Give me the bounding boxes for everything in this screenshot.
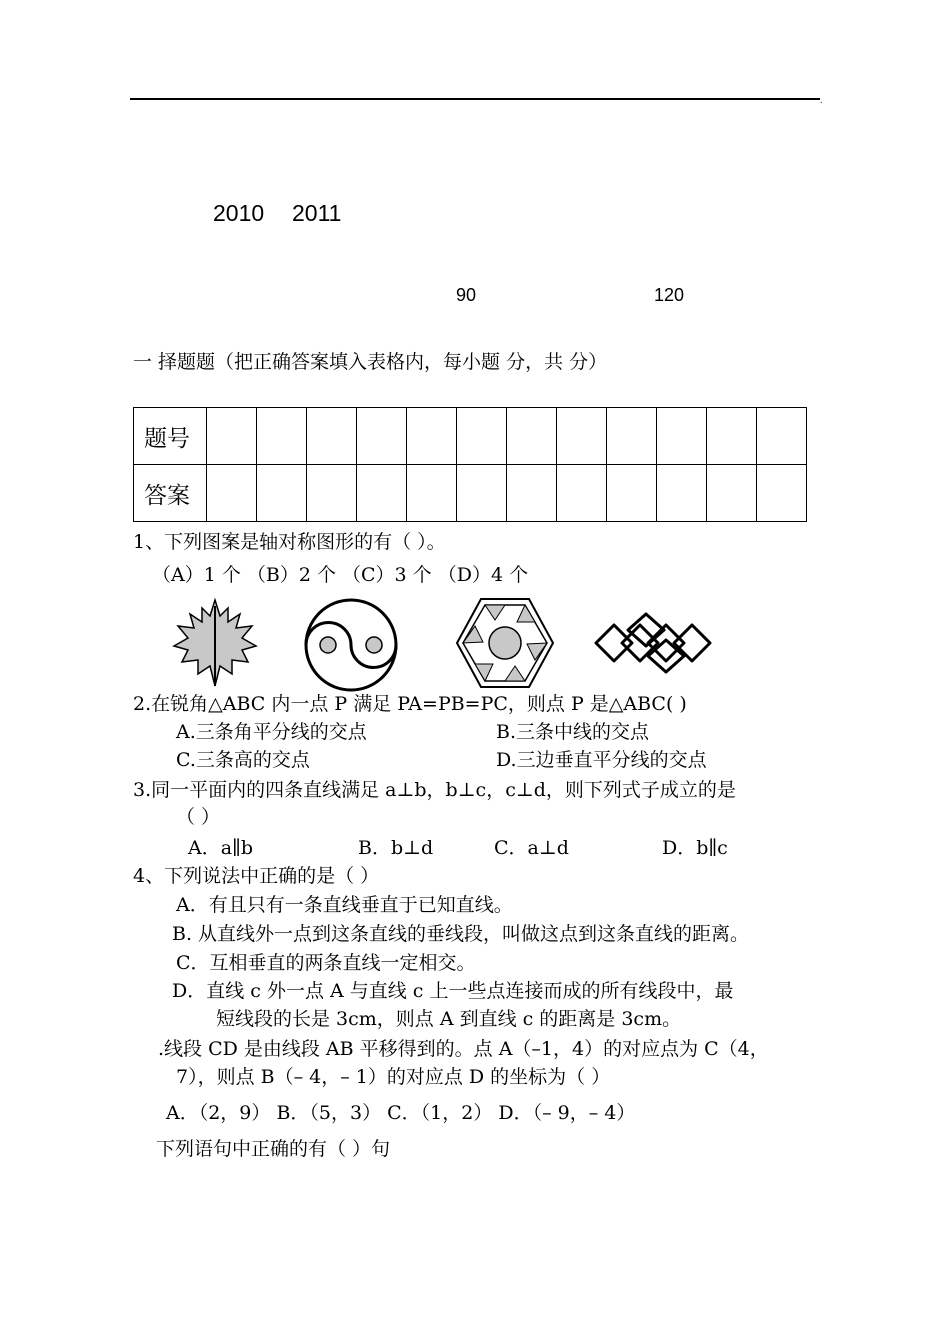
answer-cell[interactable] (257, 465, 307, 522)
row-label-number: 题号 (134, 408, 207, 465)
q3-option-a: A．a∥b (188, 837, 253, 859)
exam-score: 120 (654, 285, 685, 305)
answer-cell[interactable] (507, 465, 557, 522)
q4-stem: 4、下列说法中正确的是（ ） (133, 865, 380, 887)
answer-cell[interactable] (457, 465, 507, 522)
table-row (134, 408, 807, 465)
q4-option-d-line1: D．直线 c 外一点 A 与直线 c 上一些点连接而成的所有线段中，最 (172, 980, 734, 1002)
q5-stem-line2: 7），则点 B（– 4，– 1）的对应点 D 的坐标为（ ） (176, 1066, 611, 1088)
table-row (134, 465, 807, 522)
exam-time: 90 (456, 285, 477, 305)
maple-leaf-icon (170, 598, 260, 688)
q4-option-a: A．有且只有一条直线垂直于已知直线。 (176, 894, 513, 916)
year-right: 2011 (292, 200, 342, 226)
q3-paren: （ ） (176, 806, 221, 828)
header-dot: . (820, 96, 823, 105)
q3-option-d: D．b∥c (662, 837, 728, 859)
answer-cell[interactable] (507, 408, 557, 465)
q2-stem: 2.在锐角△ABC 内一点 P 满足 PA=PB=PC，则点 P 是△ABC( ) (133, 693, 687, 715)
q2-option-c: C.三条高的交点 (176, 749, 310, 771)
answer-cell[interactable] (707, 465, 757, 522)
q4-option-d-line2: 短线段的长是 3cm，则点 A 到直线 c 的距离是 3cm。 (216, 1008, 682, 1030)
answer-cell[interactable] (257, 408, 307, 465)
answer-table (133, 407, 807, 522)
q2-option-a: A.三条角平分线的交点 (176, 721, 367, 743)
q6-stem: 下列语句中正确的有（ ）句 (156, 1138, 391, 1160)
q2-option-d: D.三边垂直平分线的交点 (496, 749, 707, 771)
q4-option-c: C．互相垂直的两条直线一定相交。 (176, 952, 476, 974)
answer-cell[interactable] (407, 465, 457, 522)
section-title: 一 择题题（把正确答案填入表格内，每小题 分，共 分） (133, 351, 608, 373)
q5-options: A．（2，9） B．（5，3） C．（1，2） D．（– 9，– 4） (166, 1102, 636, 1124)
q3-option-c: C．a⊥d (494, 837, 569, 859)
q1-stem: 1、下列图案是轴对称图形的有（ ）。 (133, 531, 446, 553)
answer-cell[interactable] (357, 408, 407, 465)
q4-option-b: B. 从直线外一点到这条直线的垂线段，叫做这点到这条直线的距离。 (172, 923, 750, 945)
answer-cell[interactable] (657, 408, 707, 465)
answer-cell[interactable] (607, 465, 657, 522)
q2-option-b: B.三条中线的交点 (496, 721, 650, 743)
answer-cell[interactable] (307, 408, 357, 465)
answer-cell[interactable] (757, 465, 807, 522)
header-rule (130, 98, 820, 100)
answer-cell[interactable] (607, 408, 657, 465)
answer-cell[interactable] (457, 408, 507, 465)
q1-options: （A）1 个 （B）2 个 （C）3 个 （D）4 个 (152, 564, 529, 586)
answer-cell[interactable] (557, 465, 607, 522)
answer-cell[interactable] (207, 465, 257, 522)
answer-cell[interactable] (407, 408, 457, 465)
answer-cell[interactable] (557, 408, 607, 465)
q5-stem-line1: .线段 CD 是由线段 AB 平移得到的。点 A（–1，4）的对应点为 C（4， (158, 1038, 769, 1060)
hexagon-pinwheel-icon (455, 596, 555, 690)
answer-cell[interactable] (757, 408, 807, 465)
answer-cell[interactable] (657, 465, 707, 522)
answer-cell[interactable] (307, 465, 357, 522)
year-left: 2010 (213, 200, 265, 226)
answer-cell[interactable] (357, 465, 407, 522)
answer-cell[interactable] (207, 408, 257, 465)
q3-option-b: B．b⊥d (358, 837, 434, 859)
yin-yang-icon (303, 597, 399, 693)
knot-pattern-icon (592, 612, 720, 674)
answer-cell[interactable] (707, 408, 757, 465)
row-label-answer: 答案 (134, 465, 207, 522)
q3-stem: 3.同一平面内的四条直线满足 a⊥b，b⊥c，c⊥d，则下列式子成立的是 (133, 779, 736, 801)
